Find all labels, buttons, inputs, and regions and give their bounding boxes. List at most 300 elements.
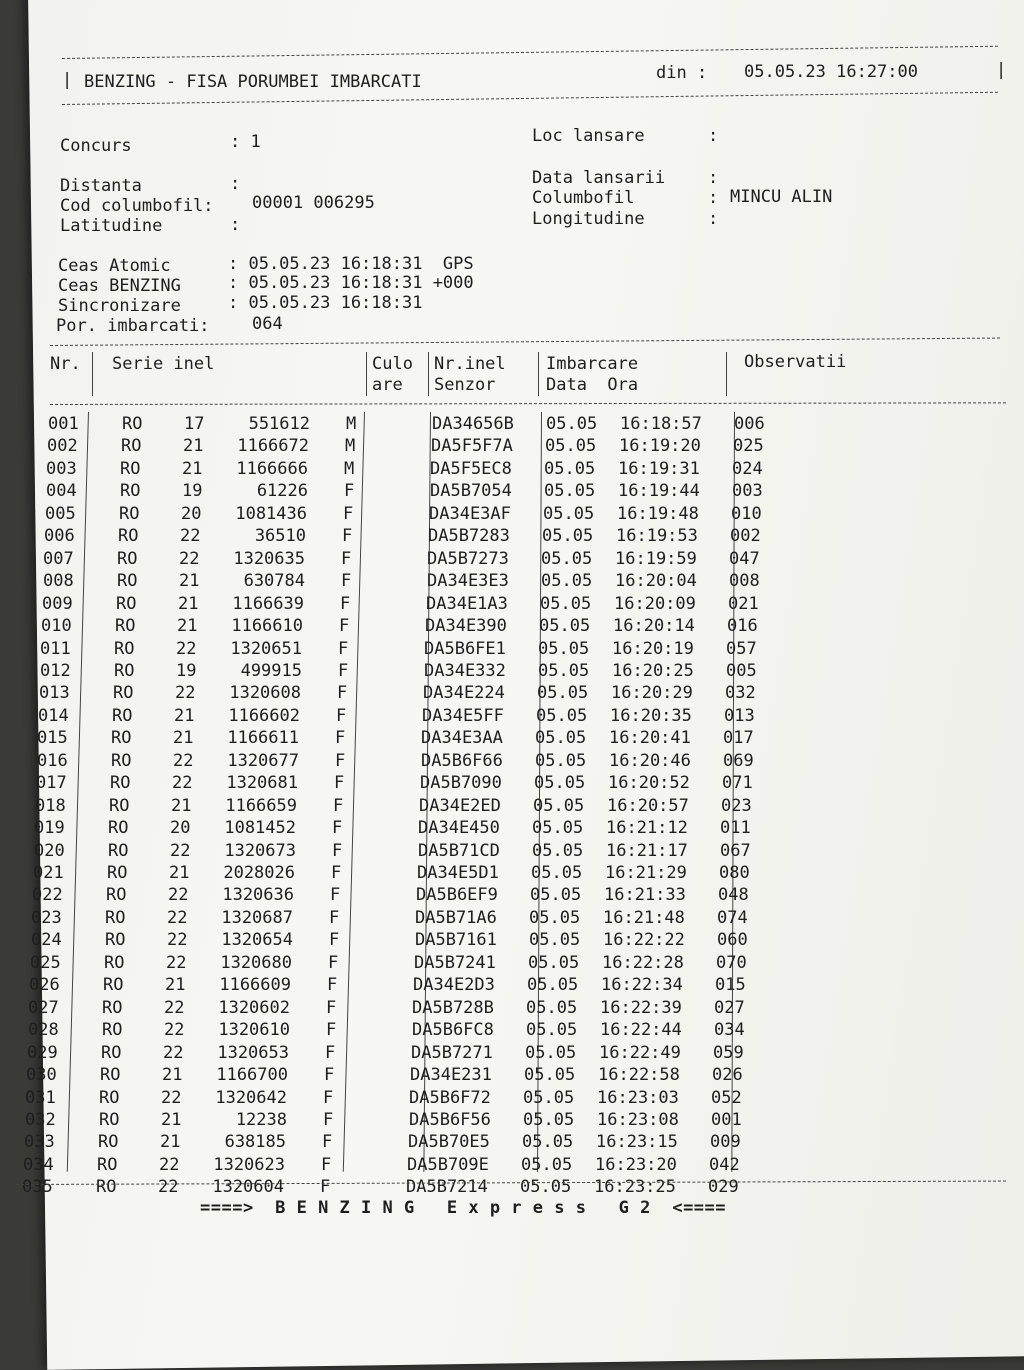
boarding-date: 05.05 xyxy=(543,503,595,524)
table-row xyxy=(0,1154,999,1176)
table-row xyxy=(0,1019,1004,1041)
ring-number: 1320687 xyxy=(221,907,293,928)
sex-code: F xyxy=(342,526,353,547)
ring-year: 22 xyxy=(170,840,191,861)
ring-number: 2028026 xyxy=(223,863,295,883)
row-number: 003 xyxy=(46,458,77,479)
column-separator-obs xyxy=(726,352,727,396)
sensor-ring: DA5B6EF9 xyxy=(416,885,498,906)
boarding-date: 05.05 xyxy=(534,773,586,794)
ring-year: 22 xyxy=(176,638,197,659)
sex-code: F xyxy=(329,930,340,951)
observation: 017 xyxy=(723,728,754,749)
ring-country: RO xyxy=(114,660,135,681)
sex-code: F xyxy=(341,548,352,569)
sex-code: F xyxy=(343,503,354,524)
title-left-bar: | xyxy=(62,70,73,90)
observation: 071 xyxy=(722,773,753,794)
ring-country: RO xyxy=(111,750,132,771)
table-row xyxy=(0,570,1019,592)
title-top-rule xyxy=(62,46,998,59)
ring-year: 19 xyxy=(176,660,197,681)
ring-year: 22 xyxy=(163,1042,184,1063)
header-serie-inel: Serie inel xyxy=(112,354,215,374)
table-row xyxy=(0,974,1005,996)
boarding-date: 05.05 xyxy=(522,1132,574,1153)
ring-year: 22 xyxy=(167,930,188,951)
ring-year: 21 xyxy=(165,975,186,996)
ring-number: 1081452 xyxy=(224,818,296,839)
ring-year: 22 xyxy=(164,997,185,1018)
ring-country: RO xyxy=(101,1042,122,1063)
table-row xyxy=(0,1087,1001,1109)
ring-year: 22 xyxy=(166,952,187,973)
sensor-ring: DA5B7214 xyxy=(406,1177,488,1198)
sensor-ring: DA34E2D3 xyxy=(413,975,495,996)
row-number: 031 xyxy=(25,1087,56,1108)
boarding-date: 05.05 xyxy=(533,795,585,816)
row-number: 024 xyxy=(31,930,62,951)
boarding-date: 05.05 xyxy=(546,414,598,434)
table-row xyxy=(0,907,1007,929)
sensor-ring: DA34E5D1 xyxy=(417,863,499,883)
row-number: 025 xyxy=(30,952,61,973)
table-row xyxy=(0,458,1022,480)
ring-number: 1320680 xyxy=(220,952,292,973)
ring-country: RO xyxy=(115,616,136,637)
ring-country: RO xyxy=(121,436,142,457)
sensor-ring: DA5F5F7A xyxy=(431,436,513,457)
ring-number: 12238 xyxy=(235,1109,287,1130)
table-row xyxy=(0,1042,1003,1064)
boarding-date: 05.05 xyxy=(530,885,582,906)
loc-lansare-sep: : xyxy=(708,126,719,146)
observation: 023 xyxy=(721,795,752,816)
loc-lansare-label: Loc lansare xyxy=(532,126,645,146)
table-row xyxy=(0,750,1013,772)
ring-country: RO xyxy=(114,638,135,659)
observation: 052 xyxy=(711,1087,742,1108)
distanta-sep: : xyxy=(230,174,241,194)
por-imbarcati-value: 064 xyxy=(252,314,283,334)
row-number: 026 xyxy=(29,975,60,996)
sincronizare-label: Sincronizare xyxy=(58,296,181,316)
header-imbarcare: Imbarcare xyxy=(546,354,639,374)
boarding-date: 05.05 xyxy=(542,526,594,547)
row-number: 009 xyxy=(42,593,73,614)
boarding-date: 05.05 xyxy=(538,638,590,659)
observation: 032 xyxy=(725,683,756,704)
row-number: 004 xyxy=(46,481,77,502)
ring-country: RO xyxy=(110,773,131,794)
boarding-time: 16:20:25 xyxy=(612,660,694,681)
table-row xyxy=(0,1064,1002,1086)
boarding-date: 05.05 xyxy=(524,1065,576,1086)
ring-year: 22 xyxy=(168,885,189,906)
ring-country: RO xyxy=(98,1132,119,1153)
observation: 070 xyxy=(716,952,747,973)
sex-code: F xyxy=(326,997,337,1018)
ring-number: 1320654 xyxy=(221,930,293,951)
table-row xyxy=(0,682,1015,704)
ring-country: RO xyxy=(106,885,127,906)
boarding-time: 16:21:29 xyxy=(605,863,687,883)
ring-number: 1320677 xyxy=(227,750,299,771)
boarding-date: 05.05 xyxy=(545,436,597,457)
observation: 069 xyxy=(723,750,754,771)
row-number: 023 xyxy=(31,907,62,928)
ring-country: RO xyxy=(108,840,129,861)
observation: 009 xyxy=(710,1132,741,1153)
table-row xyxy=(0,952,1006,974)
row-number: 032 xyxy=(25,1109,56,1130)
ring-country: RO xyxy=(104,952,125,973)
observation: 067 xyxy=(720,840,751,861)
sensor-ring: DA34E3AF xyxy=(429,503,511,524)
sensor-ring: DA5B7161 xyxy=(415,930,497,951)
data-lansarii-label: Data lansarii xyxy=(532,168,666,188)
ring-country: RO xyxy=(118,526,139,547)
boarding-time: 16:20:04 xyxy=(615,571,697,592)
sex-code: F xyxy=(344,481,355,502)
observation: 025 xyxy=(733,436,764,457)
row-number: 022 xyxy=(32,885,63,906)
boarding-date: 05.05 xyxy=(529,907,581,928)
boarding-time: 16:20:14 xyxy=(613,616,695,637)
boarding-time: 16:23:25 xyxy=(594,1177,676,1198)
table-row xyxy=(0,413,1024,435)
ring-number: 499915 xyxy=(240,660,302,681)
boarding-date: 05.05 xyxy=(537,683,589,704)
sensor-ring: DA5B7090 xyxy=(420,773,502,794)
boarding-date: 05.05 xyxy=(541,548,593,569)
ring-year: 21 xyxy=(178,593,199,614)
observation: 029 xyxy=(708,1177,739,1198)
observation: 002 xyxy=(730,526,761,547)
observation: 048 xyxy=(718,885,749,906)
sensor-ring: DA5B7273 xyxy=(427,548,509,569)
header-observatii: Observatii xyxy=(744,352,847,372)
boarding-date: 05.05 xyxy=(525,1042,577,1063)
boarding-date: 05.05 xyxy=(535,728,587,749)
ring-country: RO xyxy=(96,1177,117,1198)
ring-number: 1320673 xyxy=(224,840,296,861)
sex-code: F xyxy=(320,1177,331,1198)
row-number: 029 xyxy=(27,1042,58,1063)
ring-number: 1320635 xyxy=(233,548,305,569)
concurs-value: : 1 xyxy=(230,132,261,152)
row-number: 013 xyxy=(39,683,70,704)
sensor-ring: DA5B70E5 xyxy=(408,1132,490,1153)
ring-country: RO xyxy=(113,683,134,704)
sex-code: F xyxy=(330,885,341,906)
ring-country: RO xyxy=(120,481,141,502)
ring-country: RO xyxy=(120,458,141,479)
ring-number: 1320642 xyxy=(215,1087,287,1108)
boarding-time: 16:22:39 xyxy=(600,997,682,1018)
boarding-time: 16:20:52 xyxy=(608,773,690,794)
ring-country: RO xyxy=(112,705,133,726)
sensor-ring: DA34E332 xyxy=(424,660,506,681)
sex-code: F xyxy=(334,773,345,794)
sex-code: F xyxy=(339,616,350,637)
sex-code: F xyxy=(322,1132,333,1153)
ring-year: 22 xyxy=(158,1177,179,1198)
ring-year: 17 xyxy=(184,414,205,434)
boarding-time: 16:20:29 xyxy=(611,683,693,704)
cod-columbofil-value: 00001 006295 xyxy=(252,193,375,213)
title-right-bar: | xyxy=(996,60,1007,80)
boarding-time: 16:19:53 xyxy=(616,526,698,547)
table-row xyxy=(0,480,1022,502)
boarding-time: 16:19:44 xyxy=(618,481,700,502)
sensor-ring: DA5B6F56 xyxy=(409,1109,491,1130)
sex-code: F xyxy=(338,660,349,681)
ring-number: 1081436 xyxy=(235,503,307,524)
sex-code: F xyxy=(325,1042,336,1063)
row-number: 034 xyxy=(23,1154,54,1175)
boarding-time: 16:19:20 xyxy=(619,436,701,457)
sex-code: F xyxy=(323,1087,334,1108)
ring-year: 21 xyxy=(160,1132,181,1153)
ring-year: 22 xyxy=(172,773,193,794)
printed-timestamp: 05.05.23 16:27:00 xyxy=(744,62,918,82)
table-row xyxy=(0,638,1016,660)
sensor-ring: DA34E450 xyxy=(418,818,500,839)
ring-country: RO xyxy=(116,593,137,614)
row-number: 006 xyxy=(44,526,75,547)
boarding-time: 16:22:22 xyxy=(603,930,685,951)
ring-number: 1166610 xyxy=(231,616,303,637)
row-number: 005 xyxy=(45,503,76,524)
boarding-date: 05.05 xyxy=(535,750,587,771)
ring-country: RO xyxy=(117,571,138,592)
sex-code: F xyxy=(335,728,346,749)
ring-number: 1166602 xyxy=(228,705,300,726)
row-number: 010 xyxy=(41,616,72,637)
ring-country: RO xyxy=(109,795,130,816)
row-number: 008 xyxy=(43,571,74,592)
boarding-time: 16:22:49 xyxy=(599,1042,681,1063)
boarding-time: 16:21:12 xyxy=(606,818,688,839)
table-row xyxy=(0,593,1018,615)
ring-number: 1320681 xyxy=(226,773,298,794)
longitudine-label: Longitudine xyxy=(532,209,645,229)
ring-country: RO xyxy=(119,503,140,524)
boarding-time: 16:20:35 xyxy=(610,705,692,726)
sex-code: F xyxy=(327,975,338,996)
concurs-label: Concurs xyxy=(60,136,132,156)
boarding-time: 16:22:58 xyxy=(598,1065,680,1086)
boarding-date: 05.05 xyxy=(536,705,588,726)
sex-code: F xyxy=(341,571,352,592)
row-number: 028 xyxy=(28,1020,59,1041)
ceas-atomic-label: Ceas Atomic xyxy=(58,256,171,276)
observation: 059 xyxy=(713,1042,744,1063)
boarding-date: 05.05 xyxy=(540,593,592,614)
row-number: 018 xyxy=(35,795,66,816)
header-data-ora: Data Ora xyxy=(546,375,639,395)
sensor-ring: DA34E390 xyxy=(425,616,507,637)
ring-country: RO xyxy=(117,548,138,569)
boarding-date: 05.05 xyxy=(526,997,578,1018)
ring-number: 1320608 xyxy=(229,683,301,704)
cod-columbofil-label: Cod columbofil: xyxy=(60,196,214,216)
ring-year: 21 xyxy=(171,795,192,816)
ring-number: 1320604 xyxy=(212,1177,284,1198)
observation: 027 xyxy=(714,997,745,1018)
table-row xyxy=(0,929,1007,951)
observation: 015 xyxy=(715,975,746,996)
sex-code: F xyxy=(323,1109,334,1130)
column-separator-date xyxy=(538,352,539,396)
boarding-time: 16:20:57 xyxy=(607,795,689,816)
sex-code: F xyxy=(336,705,347,726)
ring-country: RO xyxy=(99,1109,120,1130)
columbofil-value: MINCU ALIN xyxy=(730,187,833,207)
sensor-ring: DA5B71CD xyxy=(418,840,500,861)
table-row xyxy=(0,705,1014,727)
columbofil-label: Columbofil xyxy=(532,188,635,208)
boarding-time: 16:23:08 xyxy=(597,1109,679,1130)
sensor-ring: DA34E1A3 xyxy=(426,593,508,614)
ring-year: 21 xyxy=(179,571,200,592)
table-row xyxy=(0,862,1009,884)
row-number: 016 xyxy=(37,750,68,771)
footer-banner: ====> B E N Z I N G E x p r e s s G 2 <==== xyxy=(200,1198,727,1218)
ring-year: 22 xyxy=(159,1154,180,1175)
ring-year: 19 xyxy=(182,481,203,502)
table-row xyxy=(0,817,1010,839)
ring-year: 22 xyxy=(167,907,188,928)
ceas-benzing-label: Ceas BENZING xyxy=(58,276,181,296)
boarding-time: 16:22:34 xyxy=(601,975,683,996)
ring-number: 1166659 xyxy=(225,795,297,816)
boarding-date: 05.05 xyxy=(532,818,584,839)
ring-number: 1166700 xyxy=(216,1065,288,1086)
column-separator-nr xyxy=(92,352,93,396)
table-row xyxy=(0,435,1023,457)
row-number: 015 xyxy=(37,728,68,749)
boarding-time: 16:19:31 xyxy=(618,458,700,479)
row-number: 019 xyxy=(34,818,65,839)
boarding-date: 05.05 xyxy=(527,975,579,996)
ring-number: 551612 xyxy=(248,414,310,434)
ring-year: 21 xyxy=(162,1065,183,1086)
ring-number: 1320653 xyxy=(217,1042,289,1063)
table-row xyxy=(0,548,1019,570)
sex-code: F xyxy=(329,907,340,928)
ring-number: 1320651 xyxy=(230,638,302,659)
observation: 011 xyxy=(720,818,751,839)
sensor-ring: DA5B71A6 xyxy=(415,907,497,928)
sex-code: M xyxy=(344,458,355,479)
ring-number: 1166639 xyxy=(232,593,304,614)
boarding-time: 16:21:17 xyxy=(606,840,688,861)
title-bottom-rule xyxy=(62,92,998,105)
observation: 034 xyxy=(714,1020,745,1041)
ring-year: 21 xyxy=(182,458,203,479)
latitudine-sep: : xyxy=(230,215,241,235)
header-are: are xyxy=(372,375,403,395)
sex-code: F xyxy=(337,683,348,704)
ring-country: RO xyxy=(122,414,143,434)
sensor-ring: DA5B7241 xyxy=(414,952,496,973)
observation: 042 xyxy=(709,1154,740,1175)
ring-number: 1320610 xyxy=(218,1020,290,1041)
table-header-rule xyxy=(50,402,1006,405)
ring-country: RO xyxy=(103,975,124,996)
sensor-ring: DA5B7283 xyxy=(428,526,510,547)
row-number: 027 xyxy=(28,997,59,1018)
ceas-atomic-value: : 05.05.23 16:18:31 GPS xyxy=(228,254,474,274)
ring-year: 21 xyxy=(183,436,204,457)
boarding-date: 05.05 xyxy=(529,930,581,951)
table-row xyxy=(0,1109,1001,1131)
sensor-ring: DA34E224 xyxy=(423,683,505,704)
observation: 080 xyxy=(719,863,750,883)
ring-number: 1320623 xyxy=(213,1154,285,1175)
ceas-benzing-value: : 05.05.23 16:18:31 +000 xyxy=(228,273,474,293)
boarding-time: 16:20:46 xyxy=(609,750,691,771)
table-row xyxy=(0,615,1017,637)
ring-number: 1166609 xyxy=(219,975,291,996)
table-row xyxy=(0,525,1020,547)
ring-number: 1166666 xyxy=(236,458,308,479)
row-number: 021 xyxy=(33,863,64,883)
sex-code: F xyxy=(340,593,351,614)
row-number: 017 xyxy=(36,773,67,794)
ring-number: 630784 xyxy=(243,571,305,592)
column-separator-culo xyxy=(366,352,367,396)
ring-year: 20 xyxy=(181,503,202,524)
sensor-ring: DA34E3AA xyxy=(421,728,503,749)
column-separator-chip xyxy=(428,352,429,396)
observation: 001 xyxy=(711,1109,742,1130)
table-row xyxy=(0,1131,1000,1153)
columbofil-sep: : xyxy=(708,188,719,208)
table-top-rule xyxy=(50,338,1000,346)
boarding-time: 16:23:03 xyxy=(597,1087,679,1108)
sex-code: F xyxy=(321,1154,332,1175)
distanta-label: Distanta xyxy=(60,176,142,196)
header-nr: Nr. xyxy=(50,354,81,374)
observation: 003 xyxy=(732,481,763,502)
sensor-ring: DA5B728B xyxy=(412,997,494,1018)
sex-code: F xyxy=(324,1065,335,1086)
observation: 016 xyxy=(727,616,758,637)
por-imbarcati-label: Por. imbarcati: xyxy=(56,316,210,336)
ring-year: 22 xyxy=(179,548,200,569)
observation: 047 xyxy=(729,548,760,569)
boarding-date: 05.05 xyxy=(538,660,590,681)
row-number: 033 xyxy=(24,1132,55,1153)
table-row xyxy=(0,772,1012,794)
latitudine-label: Latitudine xyxy=(60,216,163,236)
boarding-date: 05.05 xyxy=(541,571,593,592)
sincronizare-value: : 05.05.23 16:18:31 xyxy=(228,293,423,313)
sensor-ring: DA5B7054 xyxy=(430,481,512,502)
ring-country: RO xyxy=(102,997,123,1018)
ring-year: 22 xyxy=(175,683,196,704)
sex-code: F xyxy=(332,840,343,861)
printed-label: din : xyxy=(656,63,708,83)
table-row xyxy=(0,503,1021,525)
ring-country: RO xyxy=(111,728,132,749)
observation: 057 xyxy=(726,638,757,659)
ring-country: RO xyxy=(107,863,128,883)
boarding-time: 16:20:41 xyxy=(609,728,691,749)
